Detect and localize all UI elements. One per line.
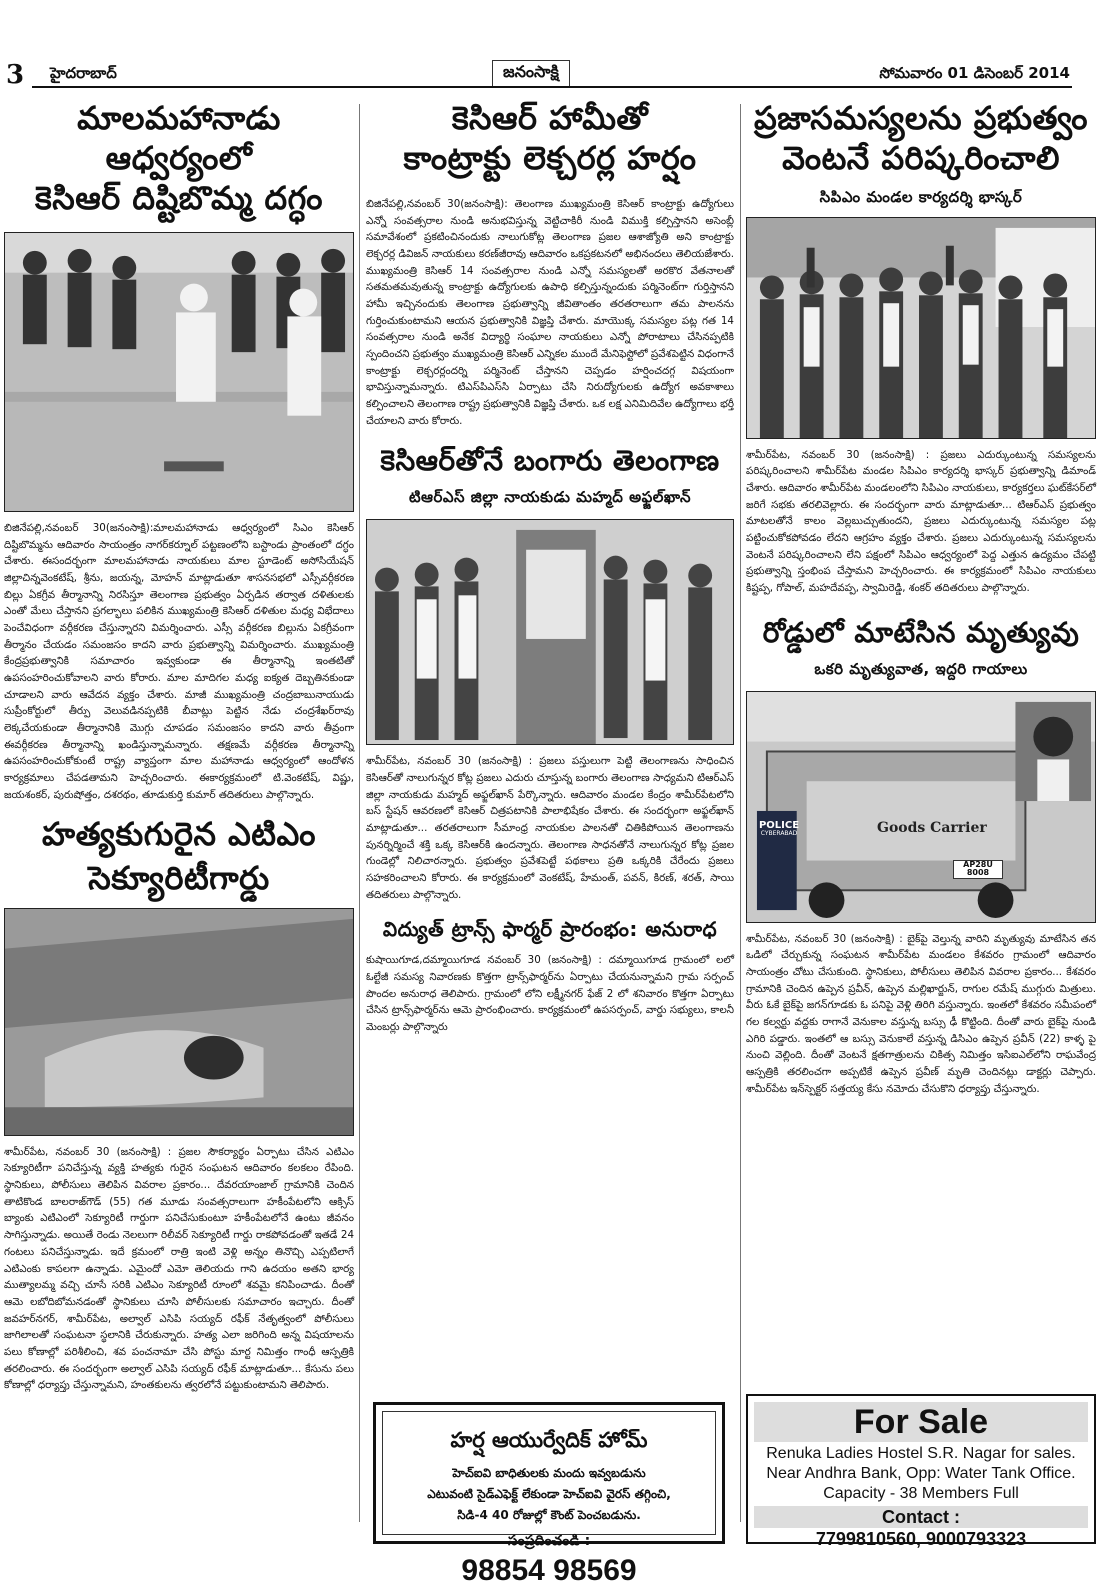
subheadline: టిఆర్ఎస్ జిల్లా నాయకుడు మహ్మద్ అఫ్జల్‌ఖాన్ <box>408 488 692 507</box>
ayurvedic-advertisement <box>373 1402 725 1587</box>
effigy-burning-photo <box>4 232 354 512</box>
accident-truck-photo <box>746 691 1096 923</box>
column-divider <box>359 104 360 1522</box>
ad-phone: 98854 98569 <box>461 1554 637 1587</box>
headline: విద్యుత్ ట్రాన్స్ ఫార్మర్ ప్రారంభం: అనురాధ <box>382 917 718 942</box>
article-body: బిజినేపల్లి,నవంబర్ 30(జనంసాక్షి):మాలమహానాడు ఆధ్వర్యంలో సిఎం కెసిఆర్ దిష్టిబొమ్మను ఆదివారం సాయంత్రం నాగర్‌కర్నూల్ పట్టణంలోని బస్టాండు ప్రాంతంలో దగ్ధం చేశారు. ఈసందర్భంగా మాలమహానాడు నాయకులు మాల స్టూడెంట్ అసోసియేషన్ జిల్లాచిన్నవెంకటేష్, శ్రీను, జయన్న, మోహన్ మాట్లాడుతూ శాసనసభలో ఎస్సీవర్గీకరణ బిల్లు ఏకగ్రీవ తీర్మానాన్ని నిరసిస్తూ తెలంగాణ ప్రభుత్వం ఏర్పడిన తర్వాత దళితులకు ఎంతో మేలు చేస్తానని ప్రగల్భాలు పలికిన ముఖ్యమంత్రి కెసిఆర్ దళితుల మధ్య విభేదాలు పెంచేవిధంగా వర్గీకరణ చేస్తున్నారని విమర్శించారు. ఎస్సీ వర్గీకరణ బిల్లును ఏకగ్రీవంగా తీర్మానం చేయడం సమంజసం కాదని వారు ప్రభుత్వాన్ని విమర్శించారు. ముఖ్యమంత్రి కేంద్రప్రభుత్వానికి సమాచారం ఇవ్వకుండా ఈ తీర్మానాన్ని ఇంతటితో ఉపసంహరించుకోవాలని వారు కోరారు. మాల మాదిగల మధ్య ఐక్యత దెబ్బతినకుండా చూడాలని వారు ఆవేదన వ్యక్తం చేశారు. మాజీ ముఖ్యమంత్రి చంద్రబాబునాయుడు సుప్రీంకోర్టులో తీర్పు వెలువడినప్పటికి బీవాట్లు పెట్టిన నేడు చంద్రశేఖర్‌రావు లెక్కచేయకుండా తీర్మానానికి మొగ్గు చూపడం సమంజసం కాదని వారు తీవ్రంగా ఈవర్గీకరణ తీర్మానాన్ని ఖండిస్తున్నామన్నారు. తక్షణమే వర్గీకరణ తీర్మానాన్ని ఉపసంహరించుకోకుంటే రాష్ట్ర వ్యాప్తంగా మాల మహానాడు ఆధ్వర్యంలో ఆందోళన కార్యక్రమాలు చేపడతామని హెచ్చరించారు. ఈకార్యక్రమంలో టి.వెంకటేష్, విష్ణు, జయశంకర్, పురుషోత్తం, దశరథం, తూడుకుర్తి కుమార్ తదితరులు పాల్గొన్నారు. <box>4 522 354 801</box>
article-body: శామీర్‌పేట, నవంబర్ 30 (జనంసాక్షి) : ప్రజలు ఎదుర్కుంటున్న సమస్యలను పరిష్కరించాలని శామీర్‌పేట మండల సిపిఎం కార్యదర్శి భాస్కర్ ప్రభుత్వాన్ని డిమాండ్ చేశారు. ఆదివారం శామీర్‌పేట మండలంలోని సిపిఎం నాయకులు, కార్యకర్తలు ఘట్‌కేసర్‌లో జరిగే సభకు తరలివెల్లారు. ఈ సందర్భంగా వారు మాట్లాడుతూ... టిఆర్ఎస్ ప్రభుత్వం మాటలతోనే కాలం వెల్లబుచ్చుతుందని, ప్రజలు ఎదుర్కుంటున్న సమస్యల పట్ల పట్టించుకోకపోవడం లేదని ఆగ్రహం వ్యక్తం చేశారు. ప్రజలు ఎదుర్కుంటున్న సమస్యలను వెంటనే పరిష్కరించాలని లేని పక్షంలో సిపిఎం ఆధ్వర్యంలో పెద్ద ఎత్తున ఉద్యమం చేపట్టి ప్రభుత్వాన్ని స్తంభింప చేస్తామని హెచ్చరించారు. ఈ కార్యక్రమంలో సిపిఎం నాయకులు కిష్టప్ప, గోపాల్, మహదేవప్ప, స్వామిరెడ్డి, శంకర్ తదితరులు పాల్గొన్నారు. <box>746 448 1096 595</box>
police-badge-subtext: CYBERABAD <box>760 829 798 837</box>
ad-line: సిడి-4 40 రోజుల్లో కౌంట్ పెంచబడును. <box>457 1508 641 1522</box>
protest-photo <box>746 217 1096 439</box>
article-body: కుషాయిగూడ,దమ్మాయిగూడ నవంబర్ 30 (జనంసాక్షి) : దమ్మాయిగూడ గ్రామంలో లలో ఓల్టేజీ సమస్య నివారణకు కొత్తగా ట్రాన్స్‌ఫార్మర్‌ను ఏర్పాటు చేయనున్నామని గ్రామ సర్పంచ్ పొందల అనురాధ తెలిపారు. గ్రామంలో లోని లక్ష్మీనగర్ ఫేజ్ 2 లో శనివారం కొత్తగా ఏర్పాటు చేసిన ట్రాన్స్‌ఫార్మర్‌ను ఆమె ప్రారంభించారు. కార్యక్రమంలో ఉపసర్పంచ్, వార్డు సభ్యులు, కాలనీ మెంబర్లు పాల్గొన్నారు <box>366 954 734 1033</box>
ad-title: For Sale <box>754 1402 1088 1442</box>
headline: రోడ్డులో మాటేసిన మృత్యువు <box>762 615 1080 649</box>
article-body: బిజినేపల్లి,నవంబర్ 30(జనంసాక్షి): తెలంగాణ ముఖ్యమంత్రి కెసిఆర్ కాంట్రాక్టు ఉద్యోగులు ఎన్నో సంవత్సరాల నుండి అనుభవిస్తున్న వెట్టిచాకిరీ నుండి విముక్తి కల్పిస్తానని అసెంబ్లీ సమావేశంలో ప్రకటించినందుకు నాలుగుకోట్ల తెలంగాణ ప్రజల ఆశాజ్యోతి అని కాంట్రాక్టు లెక్చరర్ల డివిజన్ నాయకులు కరణ్‌జీరావు ఆదివారం ఒకప్రకటనలో అభినందలు తెలియజేశారు. ముఖ్యమంత్రి కెసిఆర్ 14 సంవత్సరాల నుండి ఎన్నో సమస్యలతో అరకొర వేతనాలతో సతమతమవుతున్న కాంట్రాక్టు ఉద్యోగులకు ఉపాధి కల్పిస్తున్నందుకు పర్మినెంట్‌గా గుర్తిస్తానని హామీ ఇచ్చినందుకు తెలంగాణ ప్రభుత్వాన్ని జీవితాంతం తరతరాలుగా తమ పాలనను గుర్తించుకుంటామని ఆయన ప్రభుత్వానికి విజ్ఞప్తి చేశారు. మాయొక్క సమస్యల పట్ల గత 14 సంవత్సరాల నుండి అనేక విద్యార్థి సంఘాల నాయకులు ఎన్నో పోరాటాలు చేసినప్పటికి స్పందించని ప్రభుత్వం ముఖ్యమంత్రి కెసిఆర్ ఎన్నికల ముందే మేనిఫెస్టోలో ప్రవేశపెట్టిన విధంగానే కాంట్రాక్టు లెక్చరర్లందర్ని పర్మినెంట్ చేస్తానని చెప్పడం హర్షించదగ్గ విషయంగా భావిస్తున్నామన్నారు. టిఎస్‌పిఎస్‌సి ఏర్పాటు చేసి నిరుద్యోగులకు ఉద్యోగ అవకాశాలు కల్పించాలని తెలంగాణ రాష్ట్ర ప్రభుత్వానికి విజ్ఞప్తి చేశారు. ఒక లక్ష ఎనిమిదివేల ఉద్యోగాలు భర్తీ చేయాలని వారు కోరారు. <box>366 198 734 427</box>
dateline: సోమవారం 01 డిసెంబర్ 2014 <box>879 64 1070 82</box>
masthead-rule <box>32 86 1072 88</box>
headline <box>4 98 354 218</box>
headline-line: వెంటనే పరిష్కరించాలి <box>782 139 1060 177</box>
truck-caption: Goods Carrier <box>877 819 987 836</box>
headline <box>366 98 734 178</box>
headline-line: హత్యకుగురైన ఎటిఎం <box>42 815 316 854</box>
crime-scene-photo <box>4 908 354 1136</box>
city-label: హైదరాబాద్ <box>50 64 117 82</box>
middle-column <box>366 98 734 1036</box>
for-sale-advertisement <box>746 1394 1096 1549</box>
article-body: శామీర్‌పేట, నవంబర్ 30 (జనంసాక్షి) : ప్రజల సౌకర్యార్థం ఏర్పాటు చేసిన ఎటిఎం సెక్యూరిటీగా పనిచేస్తున్న వ్యక్తి హత్యకు గురైన సంఘటన ఆదివారం కలకలం రేపింది. స్థానికులు, పోలీసులు తెలిపిన వివరాల ప్రకారం... దేవరయాంజాల్ గ్రామానికి చెందిన తాటికొండ బాలరాజ్‌గౌడ్ (55) గత మూడు సంవత్సరాలుగా హకీంపేటలోని ఆక్సిస్ బ్యాంకు ఎటిఎంలో సెక్యూరిటీ గార్డుగా పనిచేసుకుంటూ హకీంపేటలోనే ఉంటు జీవనం సాగిస్తున్నాడు. అయితే రెండు నెలలుగా రిలీవర్ సెక్యూరిటీ గార్డు రాకపోవడంతో ఇతడే 24 గంటలు పనిచేస్తున్నాడు. ఇదే క్రమంలో రాత్రి ఇంటి వెళ్లి అన్నం తినొచ్చి ఎప్పటిలాగే ఎటిఎంకు కాపలగా ఉన్నాడు. ఎమైందో ఎమో తెలియదు గాని ఉదయం అతని భార్య ముత్యాలమ్మ వచ్చి చూసే సరికి ఎటిఎం సెక్యూరిటీ రూంలో శవమై కనిపించాడు. దీంతో ఆమె లబోదిబోమనడంతో స్థానికులు చూసి పోలీసులకు సమాచారం ఇచ్చారు. దీంతో జవహర్‌నగర్, శామీర్‌పేట, అల్వాల్ ఎసిపి సయ్యద్ రఫీక్ నేతృత్వంలో పోలీసులు జాగిలాలతో సంఘటనా స్థలానికి చేరుకున్నారు. హత్య ఎలా జరిగింది అన్న విషయాలను పలు కోణాల్లో పరిశీలించి, శవ పంచనామా చేసి పోస్టు మార్ట నిమిత్తం గాంధీ ఆస్పత్రికి తరలించారు. ఈ సందర్భంగా అల్వాల్ ఎసిపి సయ్యద్ రఫీక్ మాట్లాడుతూ... కేసును పలు కోణాల్లో ధర్యాప్తు చేస్తున్నామని, హంతకులను త్వరలోనే పట్టుకుంటామని తెలిపారు. <box>4 1145 354 1392</box>
celebration-photo <box>366 519 734 745</box>
masthead <box>0 58 1100 94</box>
headline-line: ప్రజాసమస్యలను ప్రభుత్వం <box>754 99 1088 137</box>
page-number: 3 <box>6 60 25 90</box>
headline-line: సెక్యూరిటీగార్డు <box>88 858 270 897</box>
police-badge-text: POLICE <box>758 819 800 831</box>
headline <box>4 813 354 899</box>
headline-line: కెసిఆర్ దిష్టిబొమ్మ దగ్ధం <box>35 179 323 217</box>
article-body: శామీర్‌పేట, నవంబర్ 30 (జనంసాక్షి) : ప్రజలు పస్తులుగా పెట్టి తెలంగాణను సాధించిన కెసిఆర్‌తో నాలుగున్నర కోట్ల ప్రజలు ఎదురు చూస్తున్న బంగారు తెలంగాణ సాధ్యమని టిఆర్ఎస్ జిల్లా నాయకుడు మహ్మద్ అఫ్జల్‌ఖాన్ పేర్కొన్నారు. ఆదివారం మండల కేంద్రం శామీర్‌పేటలోని బస్ స్టేషన్ ఆవరణలో కెసిఆర్ చిత్రపటానికి పాలాభిషేకం చేశారు. ఈ సందర్భంగా అఫ్జల్‌ఖాన్ మాట్లాడుతూ... తరతరాలుగా సీమాంధ్ర నాయకుల పాలనతో చితికిపోయిన తెలంగాణను పునర్నిర్మించే శక్తి ఒక్క కెసిఆర్‌కి ఉందన్నారు. తెలంగాణ సాధనతోనే నాలుగున్నర కోట్ల ప్రజల గుండెల్లో నిలిచారన్నారు. ప్రభుత్వం ప్రవేశపెట్టే పథకాలు ప్రతి ఒక్కరికి చేరేందు ప్రజలు సహకరించాలని కోరారు. ఈ కార్యక్రమంలో వెంకటేష్, హేమంత్, పవన్, కిరణ్, శరత్, సాయి తదితరులు పాల్గొన్నారు. <box>366 755 734 901</box>
subheadline: ఒకరి మృత్యువాత, ఇద్దరి గాయాలు <box>814 659 1028 678</box>
paper-logo: జనంసాక్షి <box>492 60 570 87</box>
licence-plate: AP28U 8008 <box>953 860 1003 880</box>
left-column <box>4 98 354 1394</box>
ad-contact-label: సంప్రదించండి : <box>507 1533 591 1549</box>
right-column <box>746 98 1096 1097</box>
ad-text: Renuka Ladies Hostel S.R. Nagar for sales. Near Andhra Bank, Opp: Water Tank Office. Capacity - 38 Members Full <box>766 1445 1076 1502</box>
ad-inner-frame <box>382 1411 716 1587</box>
ad-line: ఎటువంటి సైడ్ఎఫెక్ట్ లేకుండా హెచ్ఐవి వైరస్ తగ్గించి, <box>427 1487 671 1501</box>
article-body: శామీర్‌పేట, నవంబర్ 30 (జనంసాక్షి) : బైక్‌పై వెల్తున్న వారిని మృత్యువు మాటేసిన తన ఒడిలో చేర్చుకున్న సంఘటన శామీర్‌పేట మండలం కేశవరం గ్రామంలో ఆదివారం సాయంత్రం చోటు చేసుకుంది. స్థానికులు, పోలీసులు తెలిపిన వివరాల ప్రకారం... కేశవరం గ్రామానికి చెందిన ఉప్పెన ప్రవీన్, ఉప్పెన మల్లిఖార్జున్, రాగుల రమేష్ ముగ్గురు మిత్రులు. వీరు ఓకే బైక్‌పై జగన్‌గూడకు ఓ పనిపై వెళ్లి తిరిగి వస్తున్నారు. ఇంతలో కేశవరం సమీపంలో గల కల్వర్టు వద్దకు రాగానే వెనుకాల వస్తున్న బస్సు ఢీ కొట్టింది. దీంతో వారు బైక్‌పై నుండి ఎగిరి పడ్డారు. ఇంతలో ఆ బస్సు వెనుకాలే వస్తున్న డిసిఎం ఉప్పెన ప్రవీన్ (22) కాళ్ళ పై నుంచి వెల్లింది. దీంతో వెంటనే క్షతగాత్రులను చికిత్స నిమిత్తం ఇసిఐఎల్‌లోని రాఘవేంద్ర ఆస్పత్రికి తరలించగా అప్పటికే ఉప్పెన ప్రవీణ్ మృతి చెందినట్లు డాక్టర్లు చెప్పారు. శామీర్‌పేట ఇన్‌స్పెక్టర్ సత్తయ్య కేసు నమోదు చేసుకొని ధర్యాప్తు చేస్తున్నారు. <box>746 932 1096 1095</box>
headline <box>746 98 1096 178</box>
headline: కెసిఆర్‌తోనే బంగారు తెలంగాణ <box>380 444 720 478</box>
headline-line: కాంట్రాక్టు లెక్చరర్ల హర్షం <box>403 139 697 177</box>
subheadline: సిపిఎం మండల కార్యదర్శి భాస్కర్ <box>819 188 1023 206</box>
ad-line: హెచ్ఐవి బాధితులకు మందు ఇవ్వబడును <box>452 1466 646 1480</box>
ad-title: హర్ష ఆయుర్వేదిక్ హోమ్ <box>450 1428 648 1452</box>
ad-contact-label: Contact : <box>754 1506 1088 1528</box>
headline-line: కెసిఆర్ హామీతో <box>451 99 649 137</box>
ad-phones: 7799810560, 9000793323 <box>815 1529 1027 1549</box>
column-divider <box>740 104 741 1522</box>
headline-line: మాలమహానాడు ఆధ్వర్యంలో <box>77 99 281 177</box>
police-badge <box>757 820 801 838</box>
